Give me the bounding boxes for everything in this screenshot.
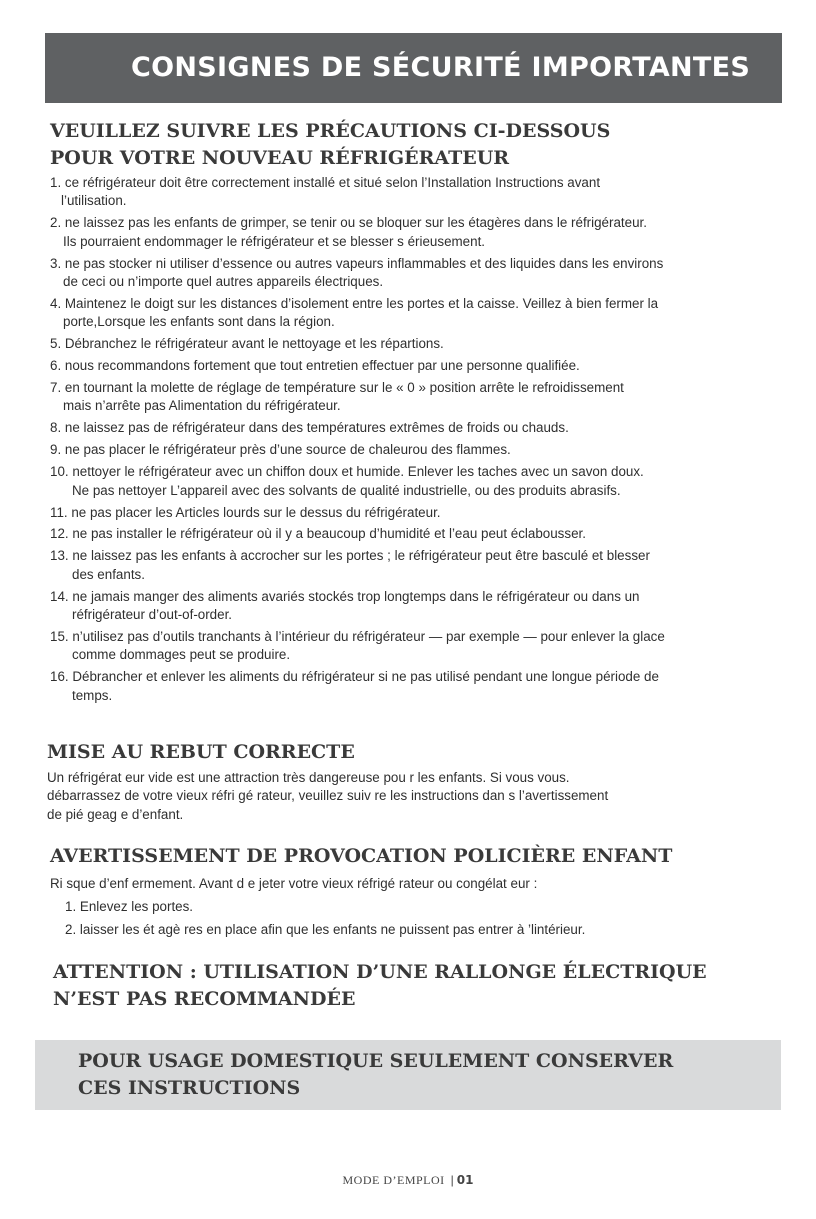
precaution-item-line: temps. (72, 687, 113, 703)
precaution-item-line: 9. ne pas placer le réfrigérateur près d’une source de chaleurou des flammes. (50, 442, 511, 458)
disposal-line: de pié geag e d’enfant. (47, 806, 184, 822)
disposal-line: Un réfrigérat eur vide est une attraction très dangereuse pou r les enfants. Si vous vous. (47, 770, 570, 785)
child-warning-step: 1. Enlevez les portes. (65, 899, 194, 914)
precaution-item (50, 335, 790, 353)
child-warning-intro: Ri sque d’enf ermement. Avant d e jeter votre vieux réfrigé rateur ou congélat eur : (50, 876, 538, 891)
precaution-item-line: 10. nettoyer le réfrigérateur avec un chiffon doux et humide. Enlever les taches avec un savon doux. (50, 464, 644, 480)
precaution-item-line: 1. ce réfrigérateur doit être correctement installé et situé selon l’Installation Instructions avant (50, 175, 601, 190)
precaution-item-line: l’utilisation. (61, 193, 127, 209)
precautions-list (50, 174, 790, 709)
precaution-item (50, 588, 790, 625)
precaution-item (50, 214, 790, 251)
domestic-use-heading (78, 1048, 673, 1102)
precaution-item (50, 463, 790, 500)
precaution-item-line: 2. ne laissez pas les enfants de grimper, se tenir ou se bloquer sur les étagères dans le réfrigérateur. (50, 215, 647, 231)
precautions-heading-line-1: VEUILLEZ SUIVRE LES PRÉCAUTIONS CI-DESSOUS (50, 120, 611, 142)
precaution-item-line: comme dommages peut se produire. (72, 647, 291, 663)
precaution-item (50, 255, 790, 292)
precaution-item-line: de ceci ou n’importe quel autres appareils électriques. (63, 274, 384, 290)
precaution-item-line: 15. n’utilisez pas d’outils tranchants à l’intérieur du réfrigérateur — par exemple — pour enlever la glace (50, 628, 665, 644)
precaution-item (50, 419, 790, 437)
precaution-item (50, 295, 790, 332)
domestic-use-box (35, 1040, 781, 1110)
disposal-paragraph (47, 769, 787, 824)
precaution-item-line: des enfants. (72, 566, 145, 582)
precaution-item-line: 4. Maintenez le doigt sur les distances d’isolement entre les portes et la caisse. Veillez à bien fermer la (50, 295, 659, 311)
attention-heading-line-2: N’EST PAS RECOMMANDÉE (53, 988, 356, 1010)
precaution-item-line: Ils pourraient endommager le réfrigérateur et se blesser s érieusement. (63, 233, 486, 249)
precaution-item-line: 16. Débrancher et enlever les aliments du réfrigérateur si ne pas utilisé pendant une longue période de (50, 669, 659, 685)
precaution-item (50, 379, 790, 416)
page-title: CONSIGNES DE SÉCURITÉ IMPORTANTES (131, 52, 751, 83)
child-warning-steps (65, 898, 585, 943)
precautions-heading-line-2: POUR VOTRE NOUVEAU RÉFRIGÉRATEUR (50, 147, 510, 169)
precaution-item-line: 8. ne laissez pas de réfrigérateur dans des températures extrêmes de froids ou chauds. (50, 420, 569, 436)
page-footer (0, 1172, 816, 1188)
attention-heading (53, 959, 707, 1013)
precautions-heading (50, 118, 610, 172)
page-number: 01 (456, 1173, 474, 1187)
precaution-item (50, 174, 790, 211)
precaution-item-line: 12. ne pas installer le réfrigérateur où il y a beaucoup d’humidité et l’eau peut éclabousser. (50, 526, 586, 542)
precaution-item (50, 668, 790, 705)
title-banner (45, 33, 782, 103)
precaution-item-line: mais n’arrête pas Alimentation du réfrigérateur. (63, 398, 341, 414)
precaution-item (50, 628, 790, 665)
precaution-item-line: 3. ne pas stocker ni utiliser d’essence ou autres vapeurs inflammables et des liquides dans les environs (50, 255, 664, 271)
domestic-use-line-1: POUR USAGE DOMESTIQUE SEULEMENT CONSERVER (78, 1050, 674, 1072)
precaution-item (50, 525, 790, 543)
child-warning-step: 2. laisser les ét agè res en place afin que les enfants ne puissent pas entrer à ’lintérieur. (65, 921, 586, 937)
child-warning-heading: AVERTISSEMENT DE PROVOCATION POLICIÈRE ENFANT (50, 845, 673, 867)
precaution-item-line: 6. nous recommandons fortement que tout entretien effectuer par une personne qualifiée. (50, 358, 580, 374)
precaution-item (50, 547, 790, 584)
domestic-use-line-2: CES INSTRUCTIONS (78, 1077, 301, 1099)
precaution-item-line: Ne pas nettoyer L’appareil avec des solvants de qualité industrielle, ou des produits abrasifs. (72, 482, 621, 498)
manual-label: MODE D’EMPLOI (342, 1173, 445, 1187)
footer-separator: | (450, 1173, 454, 1187)
precaution-item (50, 504, 790, 522)
precaution-item-line: porte,Lorsque les enfants sont dans la région. (63, 314, 335, 330)
precaution-item (50, 357, 790, 375)
disposal-line: débarrassez de votre vieux réfri gé rateur, veuillez suiv re les instructions dan s l’avertissement (47, 788, 609, 804)
precaution-item-line: réfrigérateur d’out-of-order. (72, 607, 233, 623)
attention-heading-line-1: ATTENTION : UTILISATION D’UNE RALLONGE ÉLECTRIQUE (53, 961, 707, 983)
precaution-item-line: 14. ne jamais manger des aliments avariés stockés trop longtemps dans le réfrigérateur ou dans un (50, 588, 640, 604)
precaution-item-line: 13. ne laissez pas les enfants à accrocher sur les portes ; le réfrigérateur peut être basculé et blesser (50, 548, 650, 564)
precaution-item-line: 5. Débranchez le réfrigérateur avant le nettoyage et les répartions. (50, 336, 444, 352)
precaution-item (50, 441, 790, 459)
disposal-heading: MISE AU REBUT CORRECTE (47, 741, 355, 763)
precaution-item-line: 11. ne pas placer les Articles lourds sur le dessus du réfrigérateur. (50, 504, 441, 520)
precaution-item-line: 7. en tournant la molette de réglage de température sur le « 0 » position arrête le refroidissement (50, 380, 624, 396)
